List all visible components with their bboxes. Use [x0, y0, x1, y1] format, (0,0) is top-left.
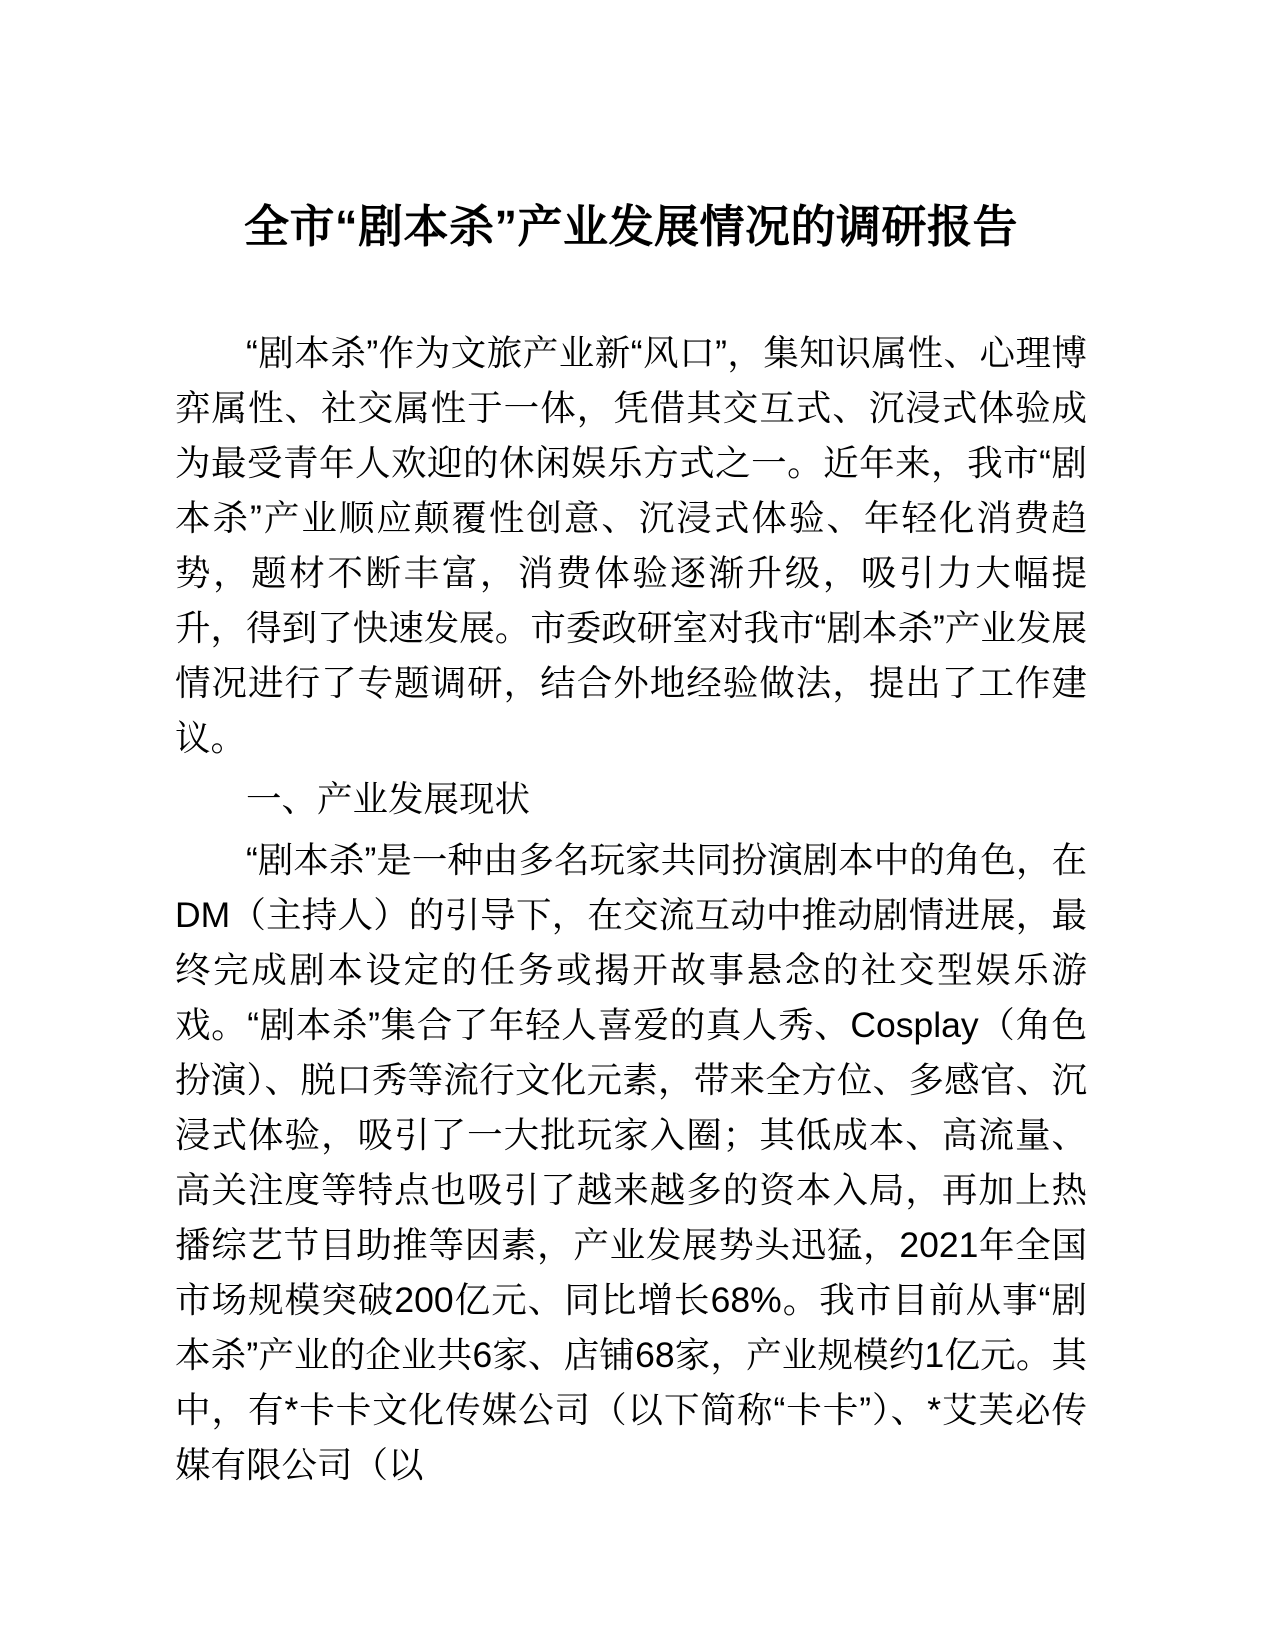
- page-content-column: [175, 0, 1087, 1493]
- paragraph-intro: “剧本杀”作为文旅产业新“风口”，集知识属性、心理博弈属性、社交属性于一体，凭借其交互式、沉浸式体验成为最受青年人欢迎的休闲娱乐方式之一。近年来，我市“剧本杀”产业顺应颠覆性创意、沉浸式体验、年轻化消费趋势，题材不断丰富，消费体验逐渐升级，吸引力大幅提升，得到了快速发展。市委政研室对我市“剧本杀”产业发展情况进行了专题调研，结合外地经验做法，提出了工作建议。: [175, 333, 1087, 758]
- page-title: 全市“剧本杀”产业发展情况的调研报告: [243, 201, 1018, 252]
- paragraph-industry-status: “剧本杀”是一种由多名玩家共同扮演剧本中的角色，在DM（主持人）的引导下，在交流互动中推动剧情进展，最终完成剧本设定的任务或揭开故事悬念的社交型娱乐游戏。“剧本杀”集合了年轻人喜爱的真人秀、Cosplay（角色扮演）、脱口秀等流行文化元素，带来全方位、多感官、沉浸式体验，吸引了一大批玩家入圈；其低成本、高流量、高关注度等特点也吸引了越来越多的资本入局，再加上热播综艺节目助推等因素，产业发展势头迅猛，2021年全国市场规模突破200亿元、同比增长68%。我市目前从事“剧本杀”产业的企业共6家、店铺68家，产业规模约1亿元。其中，有*卡卡文化传媒公司（以下简称“卡卡”）、*艾芙必传媒有限公司（以: [175, 840, 1087, 1485]
- document-body: [175, 326, 1087, 1493]
- section-heading-1: 一、产业发展现状: [246, 779, 531, 819]
